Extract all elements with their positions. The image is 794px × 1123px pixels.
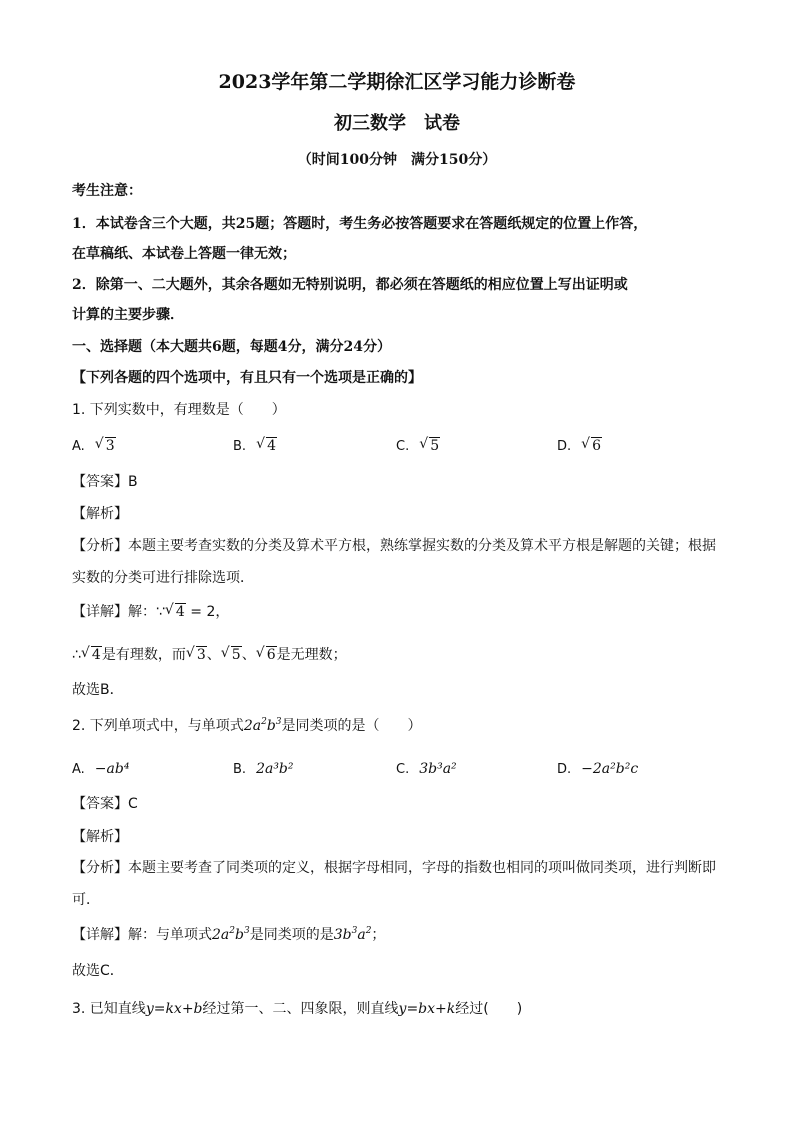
notice-item2-line1: 2．除第一、二大题外，其余各题如无特别说明，都必须在答题纸的相应位置上写出证明或 (72, 277, 628, 293)
detail-tag: 【详解】 (72, 604, 128, 620)
q2-fenxi-line2: 可． (72, 892, 100, 908)
answer-tag: 【答案】 (72, 474, 128, 490)
option-text: −2a²b²c (581, 761, 639, 777)
detail-tag: 【详解】 (72, 927, 128, 943)
q1-option-d (557, 436, 602, 457)
q1-choose: 故选B． (72, 682, 124, 698)
q2-option-c (396, 759, 457, 780)
stem-suffix: 是同类项的是（ ） (281, 718, 422, 734)
detail-end: ； (371, 927, 386, 943)
separator: 、 (241, 647, 256, 663)
option-label: D. (557, 762, 572, 777)
q1-option-b (233, 436, 277, 457)
separator: 、 (206, 647, 221, 663)
q2-option-d (557, 759, 638, 780)
stem-suffix: 经过( ) (455, 1001, 523, 1017)
q1-stem: 1. 下列实数中，有理数是（ ） (72, 402, 286, 418)
q1-analysis-tag: 【解析】 (72, 506, 128, 522)
q1-option-c (396, 436, 440, 457)
sqrt-expression: √ 3 (95, 436, 116, 456)
line-equation: y=bx+k (398, 1001, 456, 1017)
q1-fenxi-line2: 实数的分类可进行排除选项． (72, 570, 254, 586)
notice-item1-line1: 1．本试卷含三个大题，共25题；答题时，考生务必按答题要求在答题纸规定的位置上作答， (72, 216, 648, 232)
notice-item1-line2: 在草稿纸、本试卷上答题一律无效； (72, 246, 296, 262)
option-label: D. (557, 439, 572, 454)
q2-detail (72, 925, 385, 945)
monomial-expression: $3b^3a^2$ (333, 926, 372, 943)
option-text: 3b³a² (419, 761, 457, 777)
therefore-symbol: ∴ (72, 647, 81, 663)
line-equation: y=kx+b (145, 1001, 203, 1017)
sqrt-expression: √ 3 (186, 645, 207, 665)
answer-tag: 【答案】 (72, 796, 128, 812)
therefore-text: 是有理数，而 (101, 647, 186, 663)
notice-heading: 考生注意： (72, 183, 142, 199)
stem-text: 3. 已知直线 (72, 1001, 146, 1017)
q2-stem (72, 716, 422, 736)
monomial-expression: $2a^2b^3$ (212, 926, 250, 943)
sqrt-expression: √ 4 (165, 602, 186, 622)
notice-item2-line2: 计算的主要步骤． (72, 307, 184, 323)
option-label: B. (233, 439, 247, 454)
q2-option-b (233, 759, 294, 780)
q2-fenxi-line1 (72, 858, 716, 878)
option-label: A. (72, 762, 85, 777)
q1-option-a (72, 436, 116, 457)
sqrt-expression: √ 4 (81, 645, 102, 665)
fenxi-tag: 【分析】 (72, 538, 128, 554)
q3-stem (72, 999, 522, 1019)
q1-answer (72, 472, 138, 492)
q2-option-a (72, 759, 129, 780)
fenxi-text: 本题主要考查了同类项的定义，根据字母相同，字母的指数也相同的项叫做同类项，进行判断即 (128, 860, 716, 876)
answer-value: B (128, 474, 138, 490)
sqrt-expression: √ 5 (221, 645, 242, 665)
sqrt-expression: √ 6 (256, 645, 277, 665)
sqrt-expression: √ 6 (581, 436, 602, 456)
q1-detail (72, 602, 229, 622)
detail-text: 解：与单项式 (128, 927, 212, 943)
q1-fenxi-line1 (72, 536, 716, 556)
time-note: （时间100分钟 满分150分） (297, 152, 497, 168)
option-label: C. (396, 439, 410, 454)
stem-mid: 经过第一、二、四象限，则直线 (202, 1001, 399, 1017)
fenxi-tag: 【分析】 (72, 860, 128, 876)
option-label: B. (233, 762, 247, 777)
option-text: 2a³b² (256, 761, 294, 777)
option-label: C. (396, 762, 410, 777)
q2-answer (72, 794, 138, 814)
stem-text: 2. 下列单项式中，与单项式 (72, 718, 244, 734)
fenxi-text: 本题主要考查实数的分类及算术平方根，熟练掌握实数的分类及算术平方根是解题的关键；根据 (128, 538, 716, 554)
detail-mid: 是同类项的是 (249, 927, 334, 943)
q2-analysis-tag: 【解析】 (72, 829, 128, 845)
sqrt-expression: √ 5 (419, 436, 440, 456)
detail-prefix: 解：∵ (128, 604, 165, 620)
section1-instruction: 【下列各题的四个选项中，有且只有一个选项是正确的】 (72, 370, 422, 386)
exam-title: 2023学年第二学期徐汇区学习能力诊断卷 (218, 71, 576, 93)
q1-therefore (72, 645, 347, 665)
section1-heading: 一、选择题（本大题共6题，每题4分，满分24分） (72, 339, 391, 355)
answer-value: C (128, 796, 138, 812)
option-text: −ab⁴ (94, 761, 130, 777)
exam-subtitle: 初三数学 试卷 (334, 113, 460, 134)
q2-choose: 故选C． (72, 963, 124, 979)
therefore-end: 是无理数； (276, 647, 347, 663)
monomial-expression: $2a^2b^3$ (243, 717, 282, 734)
sqrt-expression: √ 4 (256, 436, 277, 456)
detail-suffix: = 2， (185, 604, 230, 620)
option-label: A. (72, 439, 85, 454)
